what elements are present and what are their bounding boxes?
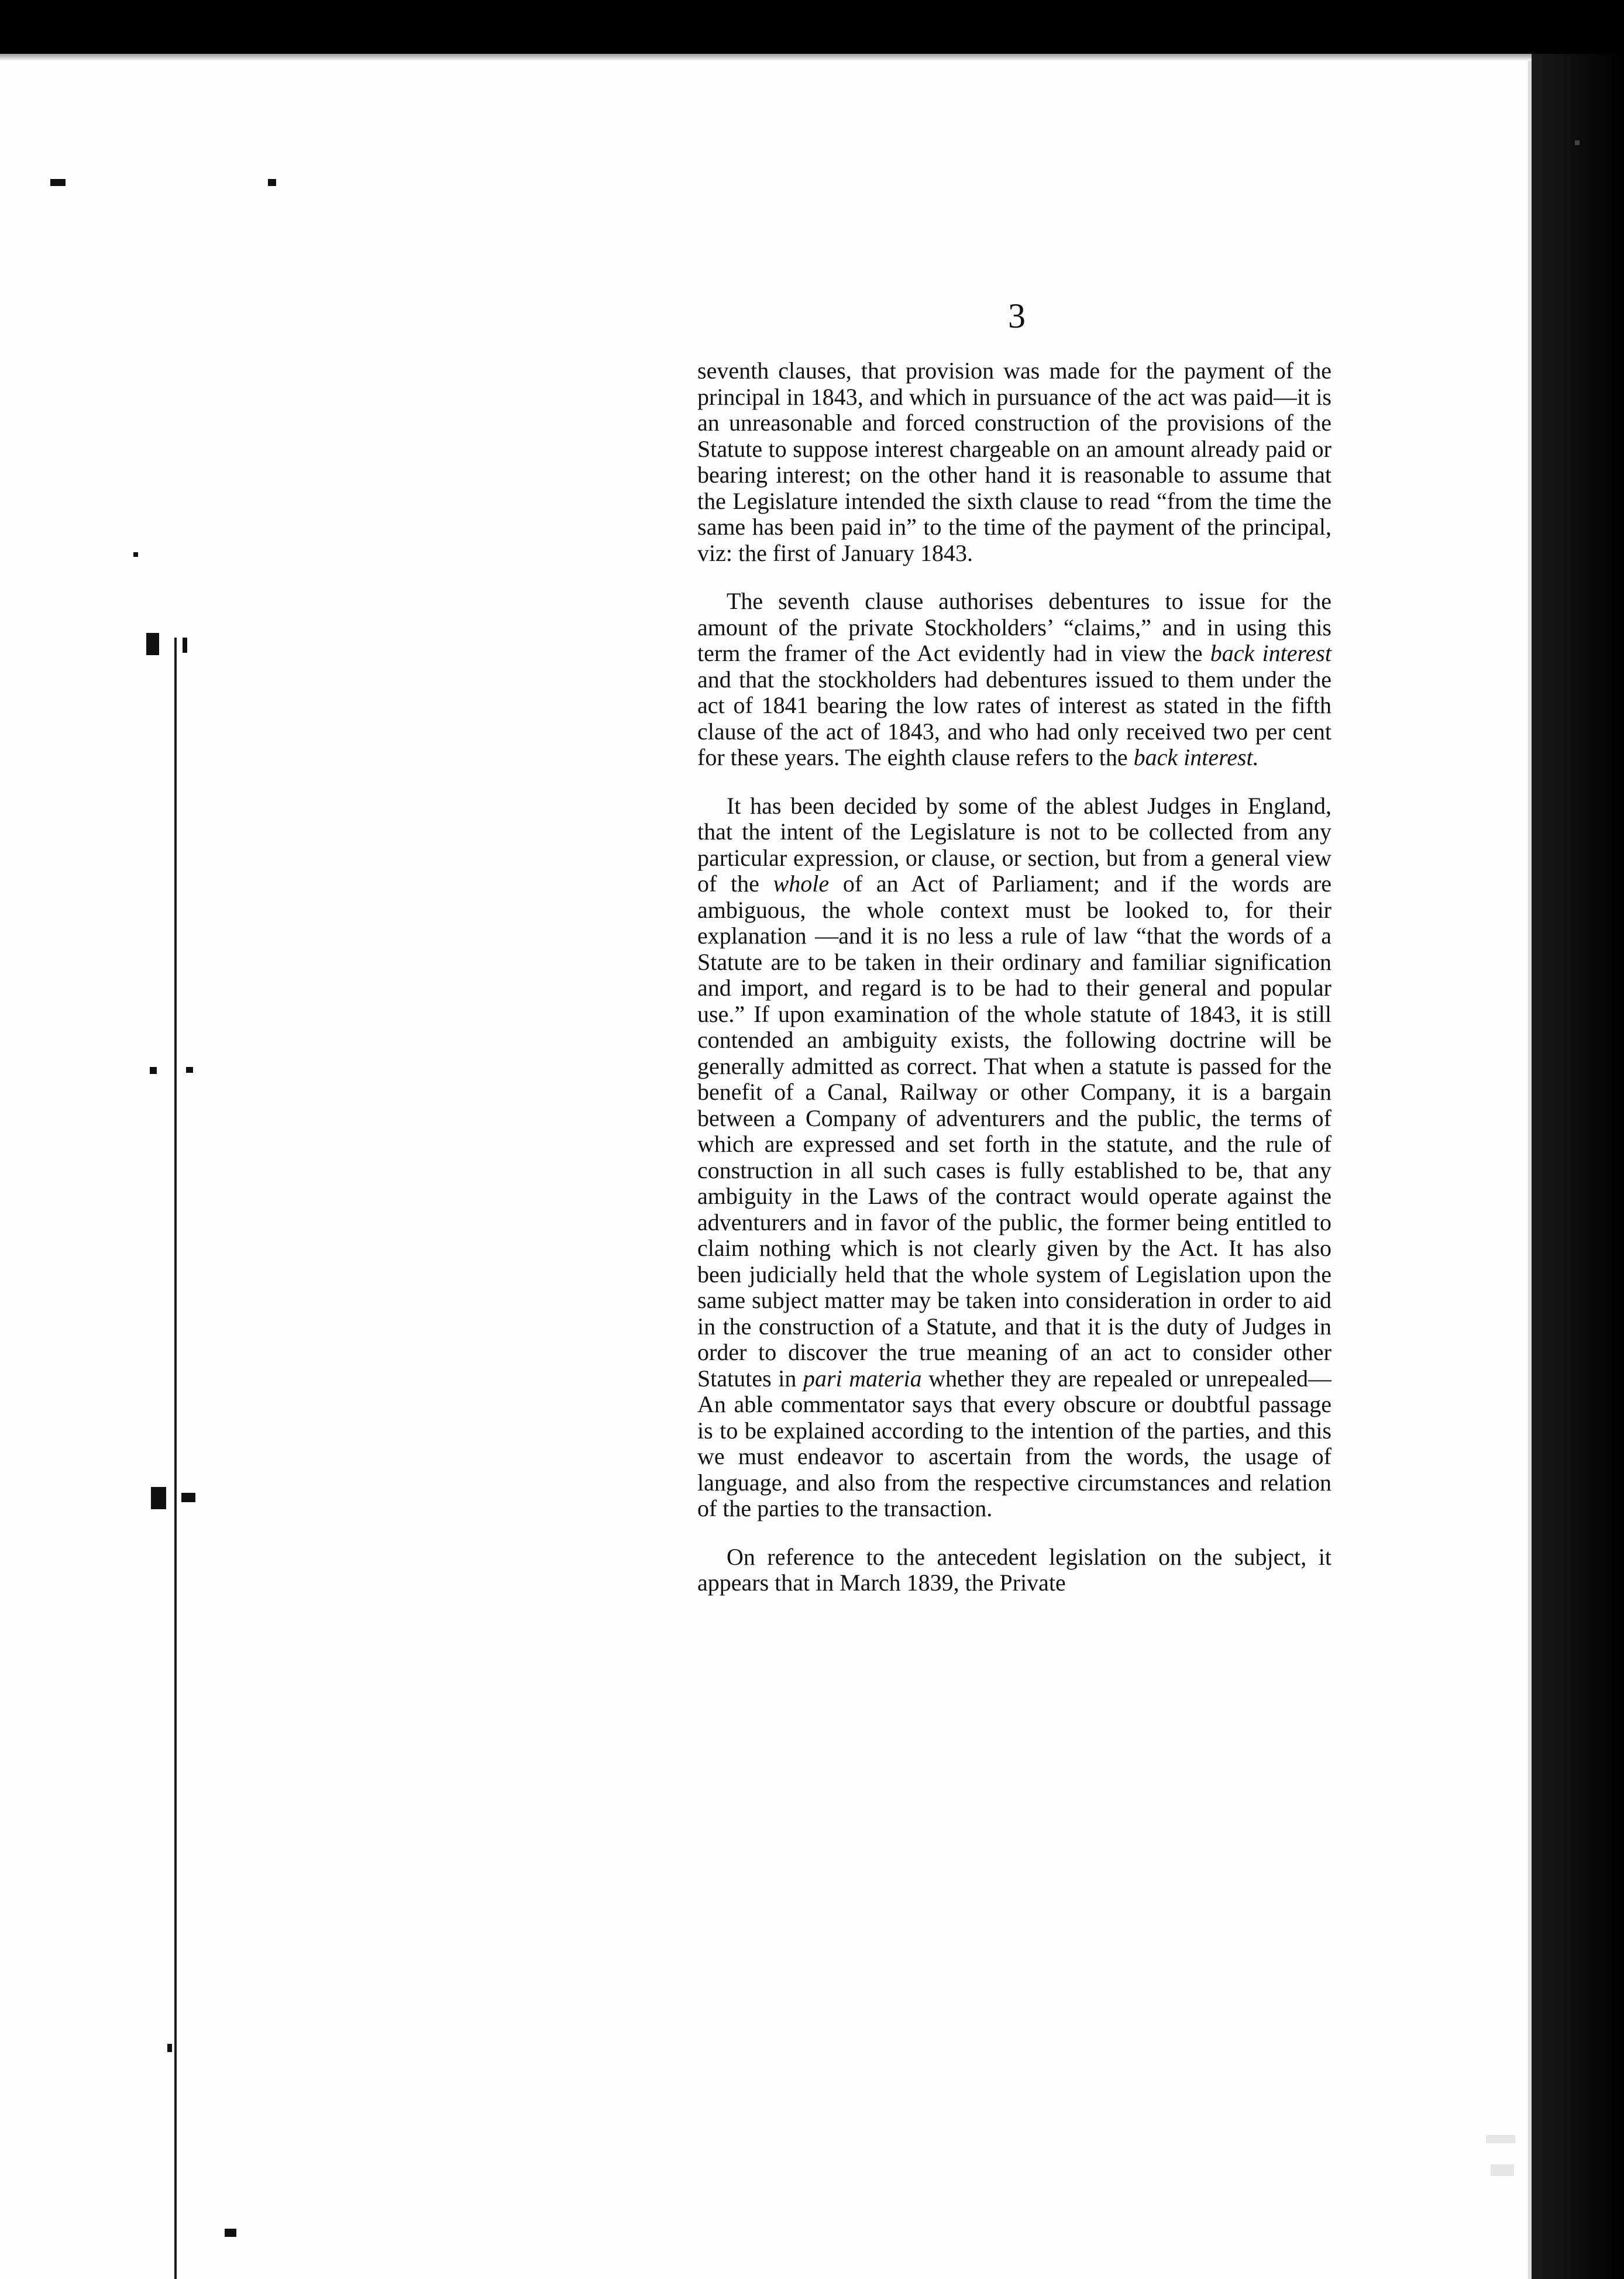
scan-speck (151, 1487, 166, 1509)
paragraph-text: seventh clauses, that provision was made for the payment of the principal in 1843, and which in pursuance of the act was paid—it is an unreasonable and forced construction of the provisions of the Statute to suppose interest chargeable on an amount already paid or bearing interest; on the other hand it is reasonable to assume that the Legislature intended the sixth clause to read “from the time the same has been paid in” to the time of the payment of the principal, viz: the first of January 1843. (697, 357, 1331, 566)
scan-speck (167, 2044, 172, 2052)
scan-speck (268, 179, 276, 186)
scan-right-margin (1532, 54, 1624, 2279)
scan-speck (50, 179, 66, 186)
scan-speck (150, 1067, 157, 1074)
page-top-edge (0, 54, 1532, 61)
paragraph (697, 1544, 1331, 1596)
paragraph-text: of an Act of Parliament; and if the words are ambiguous, the whole context must be looked to, for their explanation —and it is no less a rule of law “that the words of a Statute are to be taken in their ordinary and familiar signification and import, and regard is to be had to their general and popular use.” If upon examination of the whole statute of 1843, it is still contended an ambiguity exists, the following doctrine will be generally admitted as correct. That when a statute is passed for the benefit of a Canal, Railway or other Company, it is a bargain between a Company of adventurers and the public, the terms of which are expressed and set forth in the statute, and the rule of construction in all such cases is fully established to be, that any ambiguity in the Laws of the contract would operate against the adventurers and in favor of the public, the former being entitled to claim nothing which is not clearly given by the Act. It has also been judicially held that the whole system of Legislation upon the same subject matter may be taken into consideration in order to aid in the construction of a Statute, and that it is the duty of Judges in order to discover the true meaning of an act to consider other Statutes in (697, 870, 1332, 1392)
paragraph-text: The seventh clause authorises debentures to issue for the amount of the private Stockholders’ “claims,” and in using this term the framer of the Act evidently had in view the (697, 588, 1331, 666)
scan-speck (181, 1493, 195, 1502)
scan-speck (183, 638, 187, 653)
paragraph (697, 588, 1331, 771)
emphasis: pari materia (803, 1365, 922, 1392)
scan-speck (186, 1067, 193, 1073)
emphasis: whole (773, 870, 830, 897)
scan-speck (146, 633, 159, 655)
emphasis: back interest (1210, 640, 1331, 666)
scan-speck (133, 552, 138, 557)
paragraph-text: and that the stockholders had debentures issued to them under the act of 1841 bearing the low rates of interest as stated in the fifth clause of the act of 1843, and who had only received two per cent for these years. The eighth clause refers to the (697, 666, 1331, 770)
emphasis: back interest. (1133, 744, 1259, 770)
page-number: 3 (1008, 297, 1026, 335)
paragraph-text: whether they are repealed or unrepealed— An able commentator says that every obscure or doubtful passage is to be explained according to the intention of the parties, and this we must endeavor to ascertain from the words, the usage of language, and also from the respective circumstances and relation of the parties to the transaction. (697, 1365, 1331, 1521)
paragraph-text: It has been decided by some of the ablest Judges in England, that the intent of the Legislature is not to be collected from any particular expression, or clause, or section, but from a general view of the (697, 792, 1331, 897)
scan-speck (1486, 2135, 1515, 2143)
scan-speck (1491, 2164, 1514, 2176)
scan-speck (1575, 140, 1580, 145)
paragraph-text: On reference to the antecedent legislation on the subject, it appears that in March 1839, the Private (697, 1543, 1331, 1596)
paragraph (697, 793, 1331, 1522)
scan-speck (225, 2229, 236, 2237)
binding-line (174, 638, 177, 2279)
paragraph (697, 358, 1331, 566)
body-text (697, 358, 1331, 1596)
